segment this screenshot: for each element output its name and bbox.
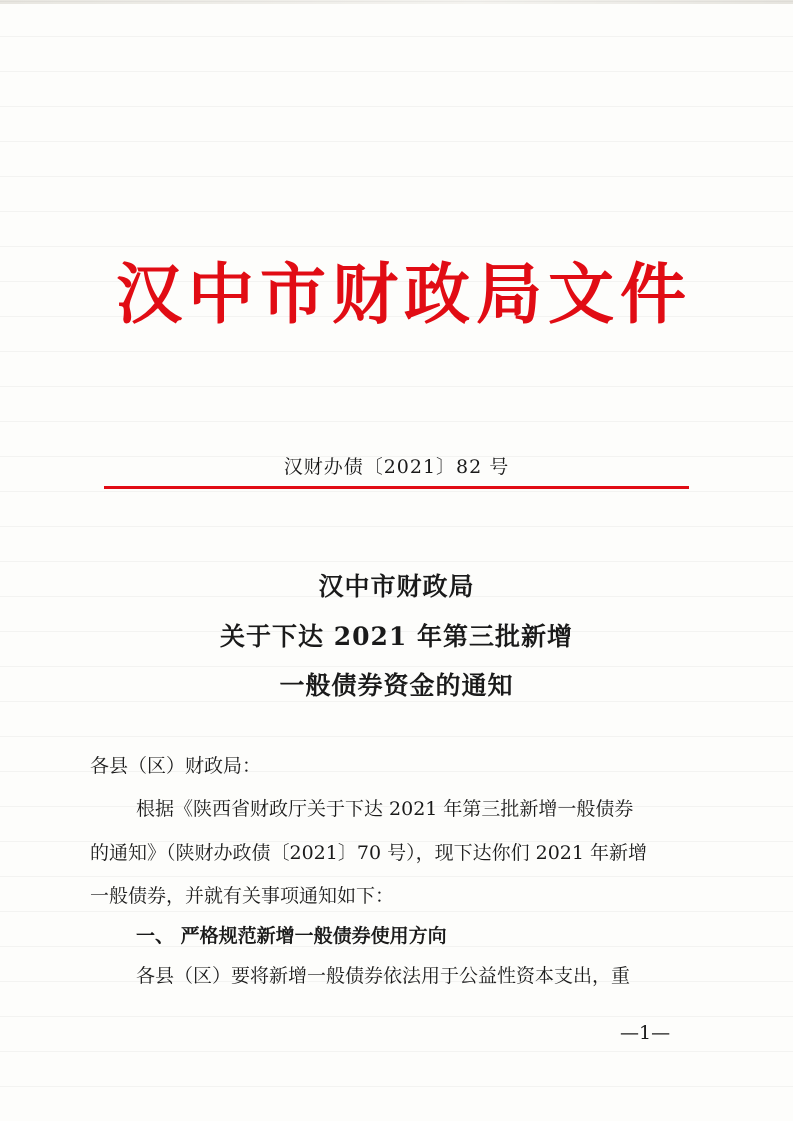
heading-line-3: 一般债券资金的通知: [279, 671, 514, 700]
paragraph-line-2: 的通知》（陕财办政债〔2021〕70 号），现下达你们 2021 年新增: [90, 842, 648, 864]
heading-line-1: 汉中市财政局: [318, 572, 475, 601]
scan-edge: [0, 0, 793, 4]
heading-line-2: 关于下达 2021 年第三批新增: [220, 622, 573, 651]
page-number: —1—: [620, 1022, 671, 1044]
red-divider: [104, 486, 689, 489]
section-heading: 一、 严格规范新增一般债券使用方向: [136, 925, 447, 947]
document-title: 汉中市财政局文件: [116, 256, 692, 333]
paragraph-line-1: 根据《陕西省财政厅关于下达 2021 年第三批新增一般债券: [136, 798, 634, 820]
paragraph-line-3: 一般债券，并就有关事项通知如下：: [90, 885, 395, 907]
document-number: 汉财办债〔2021〕82 号: [283, 456, 510, 478]
addressee: 各县（区）财政局：: [90, 755, 262, 777]
section-paragraph-line-1: 各县（区）要将新增一般债券依法用于公益性资本支出，重: [136, 965, 631, 987]
